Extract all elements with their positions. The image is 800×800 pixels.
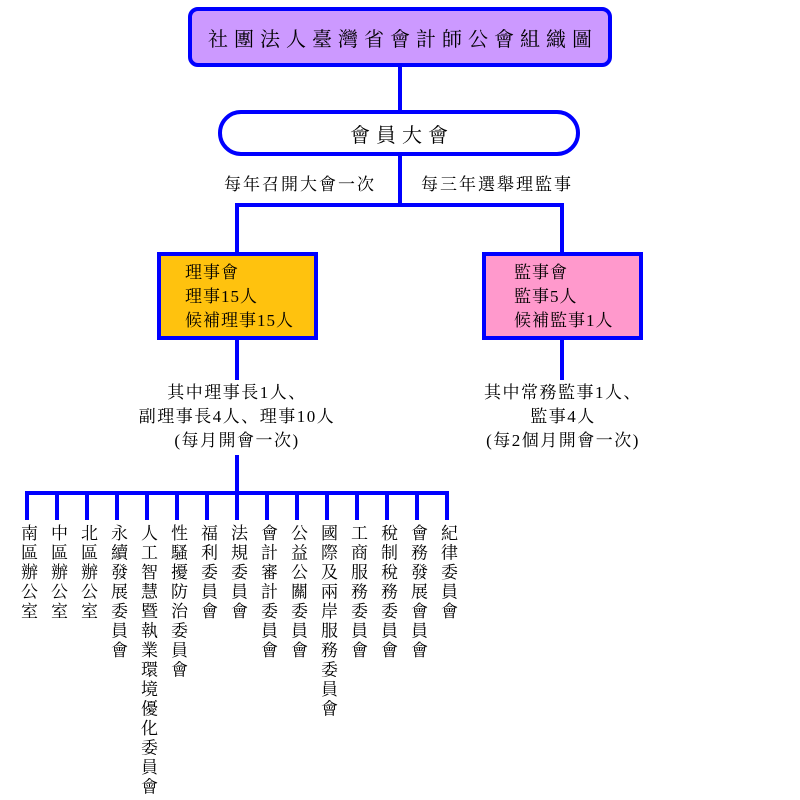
note-annual-meeting: 每年召開大會一次: [224, 175, 376, 194]
board-detail-line-3: (每月開會一次): [174, 431, 300, 450]
chart-title: 社團法人臺灣省會計師公會組織圖: [208, 28, 598, 51]
branch-tick: [145, 491, 149, 520]
connector-to-board: [235, 203, 239, 252]
connector-detail-committees: [235, 455, 239, 495]
branch-tick: [235, 491, 239, 520]
board-line-1: 理事會: [185, 263, 239, 282]
supervisors-line-3: 候補監事1人: [514, 311, 614, 330]
branch-tick: [415, 491, 419, 520]
branch-tick: [175, 491, 179, 520]
supervisors-line-1: 監事會: [514, 263, 568, 282]
note-election: 每三年選舉理監事: [421, 175, 573, 194]
board-detail: [117, 381, 357, 453]
branch-tick: [265, 491, 269, 520]
connector-supervisors-detail: [560, 340, 564, 380]
committee-label: 北區辦公室: [78, 524, 97, 622]
supervisors-detail-line-1: 其中常務監事1人、: [484, 383, 642, 402]
supervisors-detail-line-3: (每2個月開會一次): [486, 431, 640, 450]
chart-title-box: [188, 7, 612, 67]
board-line-2: 理事15人: [185, 287, 258, 306]
committee-label: 性騷擾防治委員會: [168, 524, 187, 680]
supervisors-detail: [443, 381, 683, 453]
committee-label: 法規委員會: [228, 524, 247, 622]
branch-tick: [25, 491, 29, 520]
connector-board-detail: [235, 340, 239, 380]
committee-label: 會務發展會員會: [408, 524, 427, 661]
supervisors-line-2: 監事5人: [514, 287, 578, 306]
branch-tick: [115, 491, 119, 520]
committee-label: 稅制稅務委員會: [378, 524, 397, 661]
supervisors-box: [482, 252, 643, 340]
member-assembly-label: 會員大會: [350, 124, 454, 147]
board-detail-line-1: 其中理事長1人、: [167, 383, 307, 402]
branch-tick: [205, 491, 209, 520]
branch-tick: [55, 491, 59, 520]
committee-label: 永續發展委員會: [108, 524, 127, 661]
committee-label: 會計審計委員會: [258, 524, 277, 661]
supervisors-detail-line-2: 監事4人: [530, 407, 596, 426]
member-assembly-box: [218, 110, 580, 156]
branch-tick: [355, 491, 359, 520]
committee-label: 人工智慧暨執業環境優化委員會: [138, 524, 157, 797]
branch-tick: [295, 491, 299, 520]
committee-label: 南區辦公室: [18, 524, 37, 622]
board-line-3: 候補理事15人: [185, 311, 294, 330]
connector-title-assembly: [398, 67, 402, 110]
board-detail-line-2: 副理事長4人、理事10人: [138, 407, 336, 426]
connector-split-horizontal: [235, 203, 564, 207]
committee-label: 工商服務委員會: [348, 524, 367, 661]
branch-tick: [445, 491, 449, 520]
committee-label: 福利委員會: [198, 524, 217, 622]
committee-label: 中區辦公室: [48, 524, 67, 622]
committee-label: 紀律委員會: [438, 524, 457, 622]
committee-label: 國際及兩岸服務委員會: [318, 524, 337, 719]
board-box: [157, 252, 318, 340]
committee-label: 公益公關委員會: [288, 524, 307, 661]
branch-tick: [85, 491, 89, 520]
connector-to-supervisors: [560, 203, 564, 252]
branch-tick: [325, 491, 329, 520]
branch-tick: [385, 491, 389, 520]
